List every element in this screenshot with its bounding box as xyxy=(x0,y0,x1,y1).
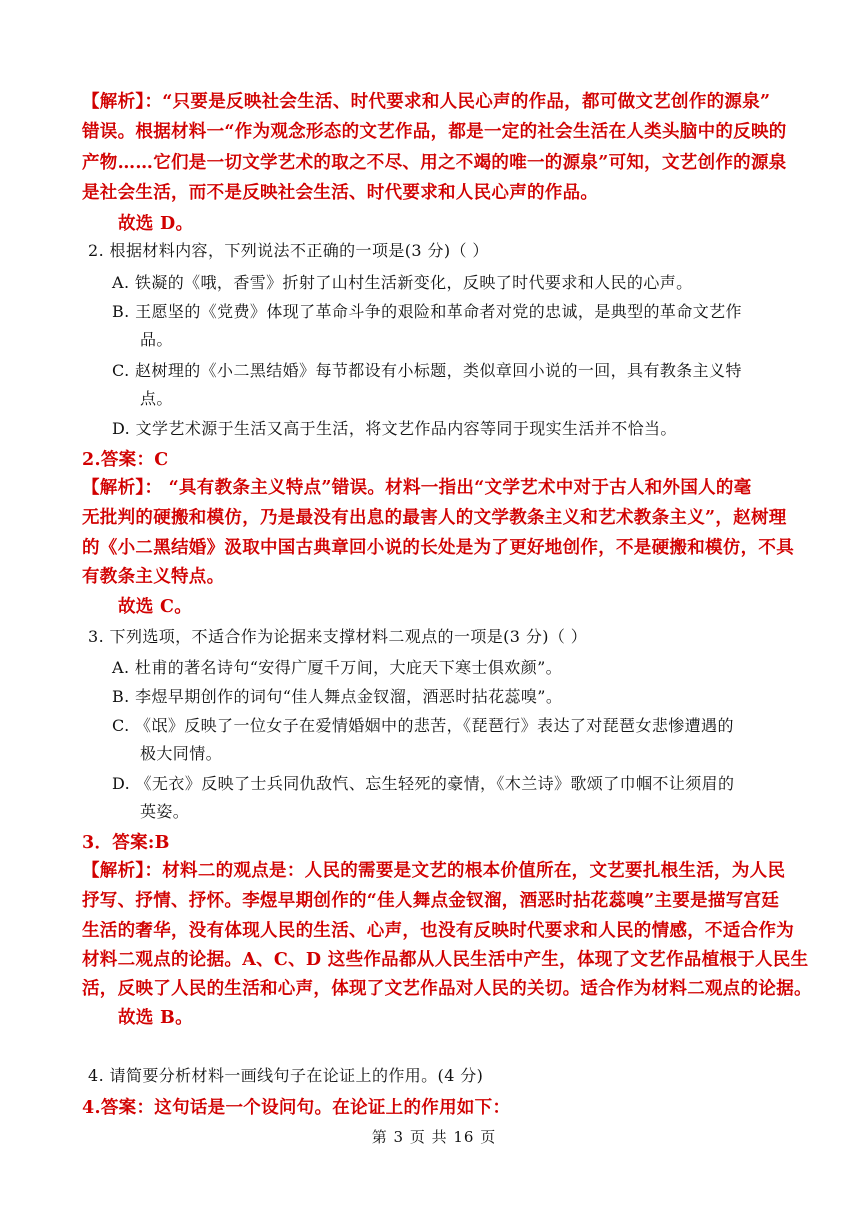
question-2-option-c: C. 赵树理的《小二黑结婚》每节都设有小标题，类似章回小说的一回，具有教条主义特 xyxy=(112,361,742,380)
question-2-option-b: B. 王愿坚的《党费》体现了革命斗争的艰险和革命者对党的忠诚，是典型的革命文艺作 xyxy=(112,302,742,321)
analysis-1-line-3: 产物……它们是一切文学艺术的取之不尽、用之不竭的唯一的源泉”可知，文艺创作的源泉 xyxy=(82,153,787,173)
conclusion-3: 故选 B。 xyxy=(118,1008,193,1028)
analysis-3-line-5: 活，反映了人民的生活和心声，体现了文艺作品对人民的关切。适合作为材料二观点的论据。 xyxy=(82,979,812,999)
question-2-stem: 2. 根据材料内容，下列说法不正确的一项是(3 分)（ ） xyxy=(88,241,489,260)
question-3-option-c-cont: 极大同情。 xyxy=(140,744,223,763)
question-3-option-d: D. 《无衣》反映了士兵同仇敌忾、忘生轻死的豪情，《木兰诗》歌颂了巾帼不让须眉的 xyxy=(112,774,735,793)
analysis-2-line-3: 的《小二黑结婚》汲取中国古典章回小说的长处是为了更好地创作，不是硬搬和模仿，不具 xyxy=(82,538,794,558)
conclusion-1: 故选 D。 xyxy=(118,214,194,234)
question-3-stem: 3. 下列选项，不适合作为论据来支撑材料二观点的一项是(3 分)（ ） xyxy=(88,627,588,646)
analysis-2-line-4: 有教条主义特点。 xyxy=(82,567,225,587)
page-footer: 第 3 页 共 16 页 xyxy=(371,1128,497,1146)
answer-3: 3．答案:B xyxy=(82,833,170,853)
analysis-2-line-2: 无批判的硬搬和模仿，乃是最没有出息的最害人的文学教条主义和艺术教条主义”，赵树理 xyxy=(82,508,787,528)
analysis-3-line-2: 抒写、抒情、抒怀。李煜早期创作的“佳人舞点金钗溜，酒恶时拈花蕊嗅”主要是描写宫廷 xyxy=(82,891,780,911)
question-3-option-d-cont: 英姿。 xyxy=(140,802,190,821)
analysis-1-line-2: 错误。根据材料一“作为观念形态的文艺作品，都是一定的社会生活在人类头脑中的反映的 xyxy=(82,122,787,142)
question-3-option-b: B. 李煜早期创作的词句“佳人舞点金钗溜，酒恶时拈花蕊嗅”。 xyxy=(112,687,563,706)
question-2-option-c-cont: 点。 xyxy=(140,389,173,408)
analysis-3-line-3: 生活的奢华，没有体现人民的生活、心声，也没有反映时代要求和人民的情感，不适合作为 xyxy=(82,921,794,941)
analysis-3-line-4: 材料二观点的论据。A、C、D 这些作品都从人民生活中产生，体现了文艺作品植根于人民生 xyxy=(82,950,809,970)
question-2-option-b-cont: 品。 xyxy=(140,330,173,349)
answer-4: 4.答案：这句话是一个设问句。在论证上的作用如下： xyxy=(82,1098,511,1118)
question-2-option-a: A. 铁凝的《哦，香雪》折射了山村生活新变化，反映了时代要求和人民的心声。 xyxy=(112,273,693,292)
question-2-option-d: D. 文学艺术源于生活又高于生活，将文艺作品内容等同于现实生活并不恰当。 xyxy=(112,419,677,438)
analysis-2-line-1: 【解析】： “具有教条主义特点”错误。材料一指出“文学艺术中对于古人和外国人的毫 xyxy=(82,478,752,498)
analysis-1-line-4: 是社会生活，而不是反映社会生活、时代要求和人民心声的作品。 xyxy=(82,183,599,203)
conclusion-2: 故选 C。 xyxy=(118,597,193,617)
question-3-option-c: C. 《氓》反映了一位女子在爱情婚姻中的悲苦，《琵琶行》表达了对琵琶女悲惨遭遇的 xyxy=(112,716,734,735)
question-3-option-a: A. 杜甫的著名诗句“安得广厦千万间，大庇天下寒士俱欢颜”。 xyxy=(112,658,563,677)
question-4-stem: 4. 请简要分析材料一画线句子在论证上的作用。(4 分) xyxy=(88,1066,484,1085)
analysis-1-line-1: 【解析】：“只要是反映社会生活、时代要求和人民心声的作品，都可做文艺创作的源泉” xyxy=(82,92,771,112)
analysis-3-line-1: 【解析】：材料二的观点是：人民的需要是文艺的根本价值所在，文艺要扎根生活，为人民 xyxy=(82,861,786,881)
answer-2: 2.答案：C xyxy=(82,450,169,470)
